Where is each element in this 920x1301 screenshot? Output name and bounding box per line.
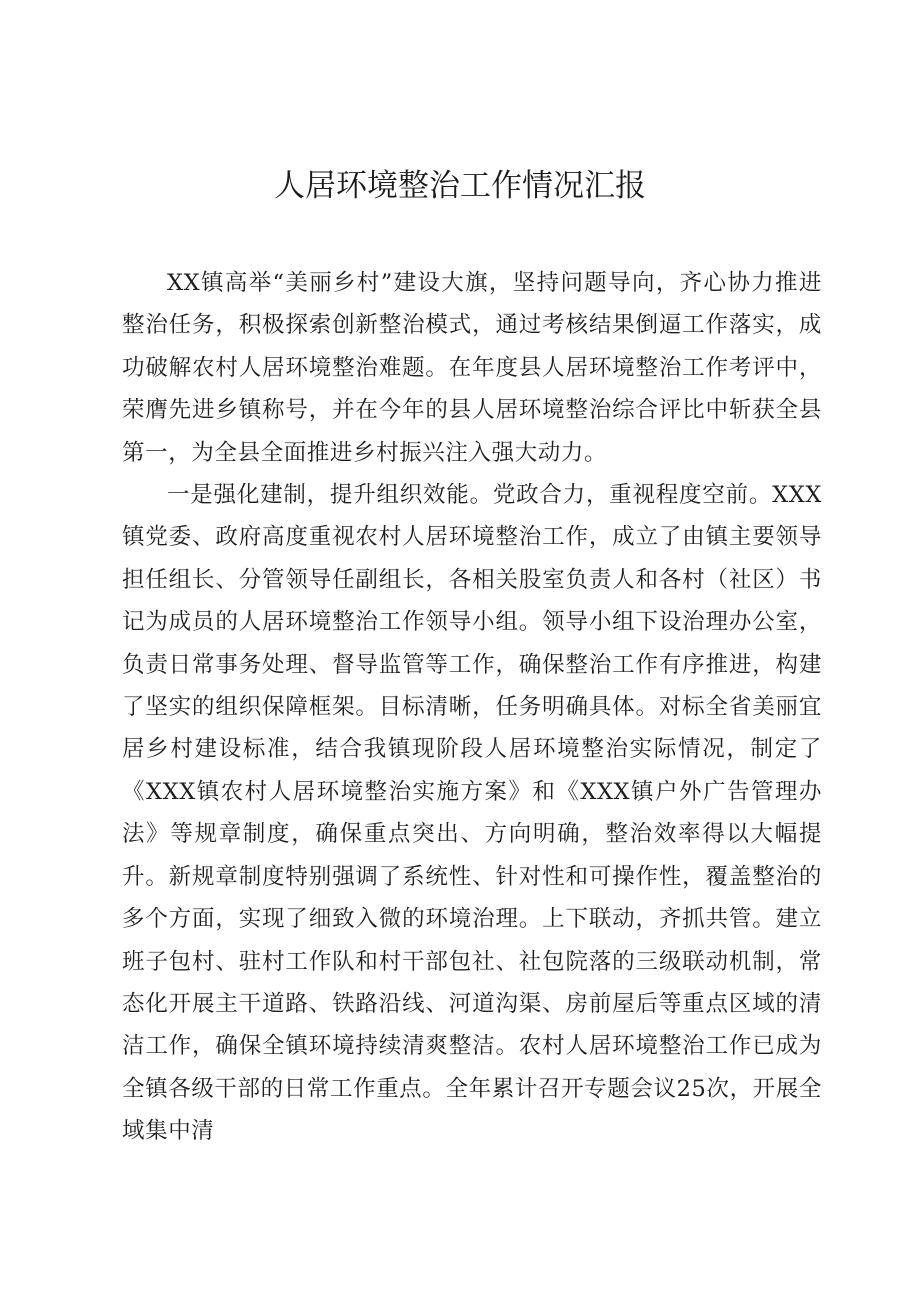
document-title: 人居环境整治工作情况汇报	[274, 168, 646, 204]
section-one-paragraph: 一是强化建制，提升组织效能。党政合力，重视程度空前。XXX镇党委、政府高度重视农村人居环境整治工作，成立了由镇主要领导担任组长、分管领导任副组长，各相关股室负责人和各村（社区）书记为成员的人居环境整治工作领导小组。领导小组下设治理办公室，负责日常事务处理、督导监管等工作，确保整治工作有序推进，构建了坚实的组织保障框架。目标清晰，任务明确具体。对标全省美丽宜居乡村建设标准，结合我镇现阶段人居环境整治实际情况，制定了《XXX镇农村人居环境整治实施方案》和《XXX镇户外广告管理办法》等规章制度，确保重点突出、方向明确，整治效率得以大幅提升。新规章制度特别强调了系统性、针对性和可操作性，覆盖整治的多个方面，实现了细致入微的环境治理。上下联动，齐抓共管。建立班子包村、驻村工作队和村干部包社、社包院落的三级联动机制，常态化开展主干道路、铁路沿线、河道沟渠、房前屋后等重点区域的清洁工作，确保全镇环境持续清爽整洁。农村人居环境整治工作已成为全镇各级干部的日常工作重点。全年累计召开专题会议25次，开展全域集中清	[122, 482, 822, 1145]
document-body	[122, 262, 822, 1153]
intro-paragraph: XX镇高举“美丽乡村”建设大旗，坚持问题导向，齐心协力推进整治任务，积极探索创新整治模式，通过考核结果倒逼工作落实，成功破解农村人居环境整治难题。在年度县人居环境整治工作考评中，荣膺先进乡镇称号，并在今年的县人居环境整治综合评比中斩获全县第一，为全县全面推进乡村振兴注入强大动力。	[122, 270, 822, 466]
